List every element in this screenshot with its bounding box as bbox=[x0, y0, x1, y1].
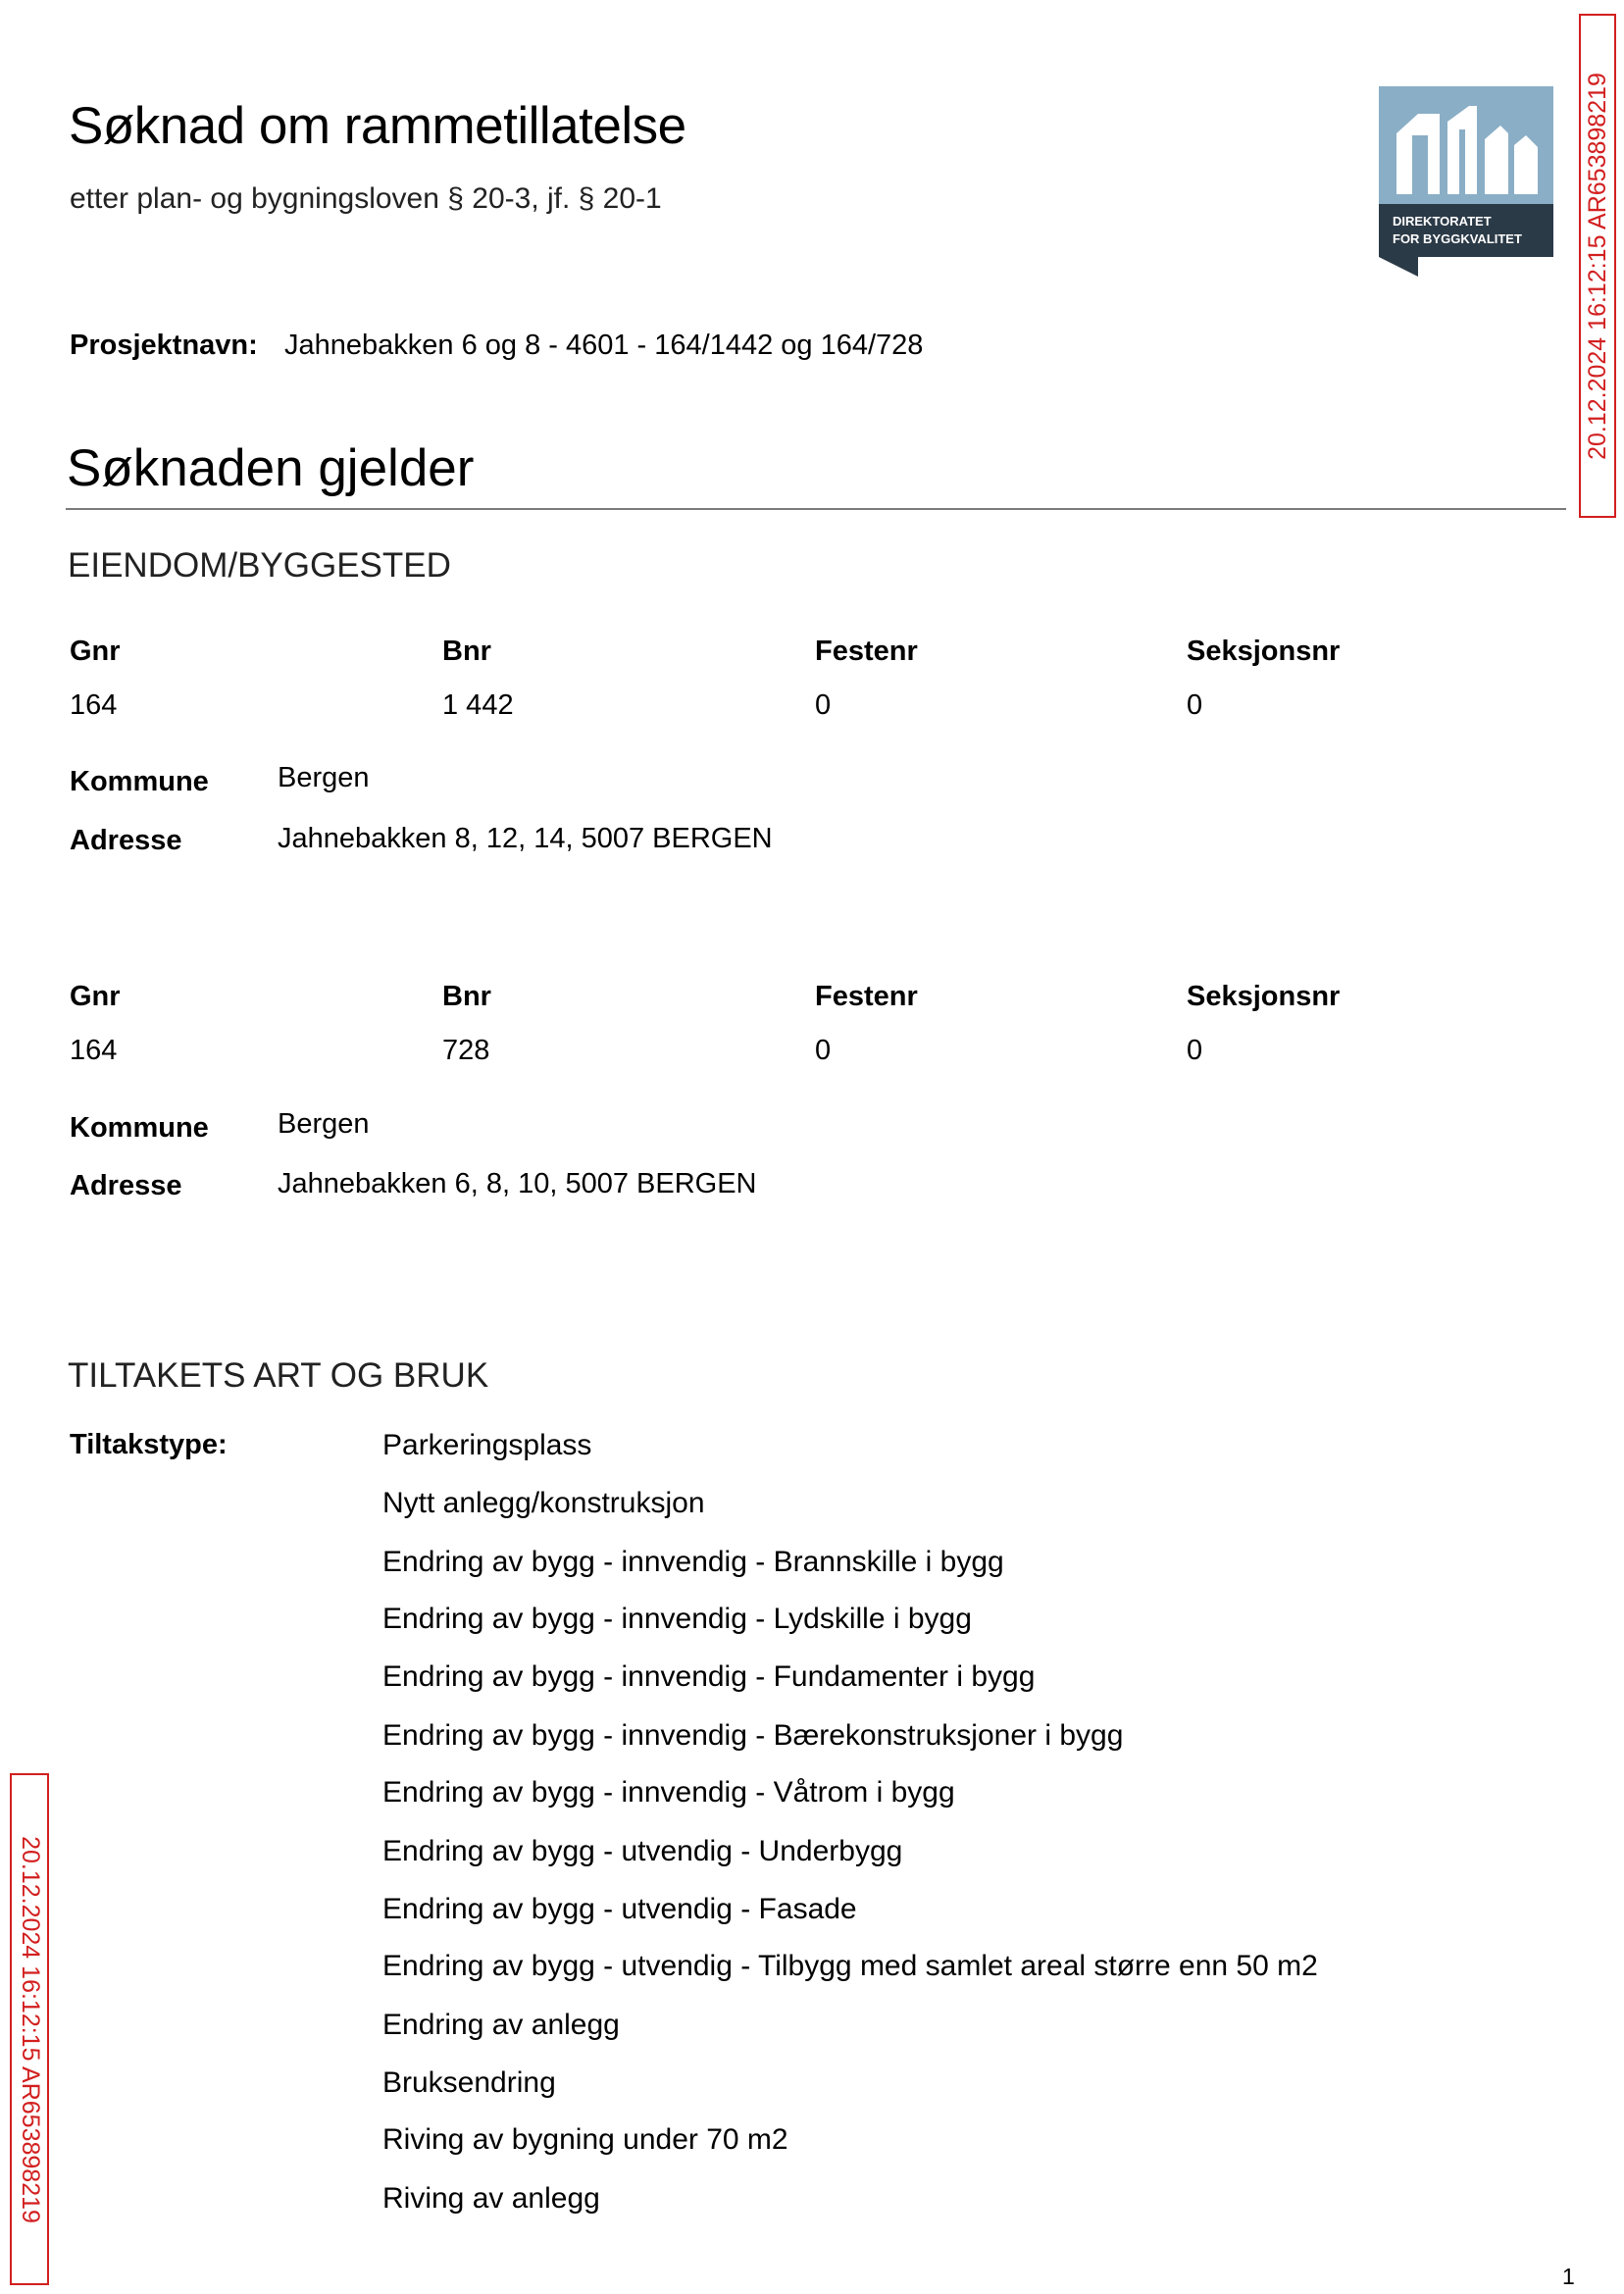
document-subtitle: etter plan- og bygningsloven § 20-3, jf. § 20-1 bbox=[70, 182, 662, 215]
tiltak-item: Endring av bygg - utvendig - Underbygg bbox=[382, 1835, 903, 1867]
property-1-kommune-label: Kommune bbox=[70, 766, 209, 797]
property-2-gnr: 164 bbox=[70, 1035, 118, 1066]
receipt-stamp-text: 20.12.2024 16:12:15 AR653898219 bbox=[1583, 72, 1611, 460]
property-2-bnr: 728 bbox=[442, 1035, 490, 1066]
project-name-label: Prosjektnavn: bbox=[70, 330, 258, 361]
property-2-adresse-label: Adresse bbox=[70, 1170, 182, 1201]
section-divider bbox=[66, 508, 1566, 510]
tiltak-item: Endring av bygg - utvendig - Tilbygg med samlet areal større enn 50 m2 bbox=[382, 1950, 1318, 1982]
section-title: Søknaden gjelder bbox=[67, 439, 475, 497]
property-1-kommune-value: Bergen bbox=[278, 762, 370, 793]
property-heading: EIENDOM/BYGGESTED bbox=[68, 546, 451, 585]
property-2-kommune-label: Kommune bbox=[70, 1112, 209, 1144]
property-1-adresse-label: Adresse bbox=[70, 825, 182, 856]
tiltak-item: Endring av bygg - innvendig - Bærekonstruksjoner i bygg bbox=[382, 1719, 1124, 1752]
tiltak-item: Nytt anlegg/konstruksjon bbox=[382, 1487, 705, 1519]
tiltak-heading: TILTAKETS ART OG BRUK bbox=[68, 1356, 489, 1395]
receipt-stamp-text: 20.12.2024 16:12:15 AR653898219 bbox=[16, 1835, 44, 2223]
col-header-festenr: Festenr bbox=[815, 636, 918, 667]
tiltak-item: Bruksendring bbox=[382, 2066, 556, 2099]
property-1-seksjonsnr: 0 bbox=[1187, 689, 1203, 721]
tiltak-item: Endring av bygg - innvendig - Brannskille i bygg bbox=[382, 1546, 1004, 1578]
property-2-adresse-value: Jahnebakken 6, 8, 10, 5007 BERGEN bbox=[278, 1168, 757, 1199]
logo-text-line1: DIREKTORATET bbox=[1393, 214, 1492, 229]
tiltakstype-label: Tiltakstype: bbox=[70, 1429, 228, 1460]
col-header-festenr: Festenr bbox=[815, 981, 918, 1012]
col-header-gnr: Gnr bbox=[70, 981, 121, 1012]
col-header-bnr: Bnr bbox=[442, 981, 491, 1012]
tiltak-item: Endring av bygg - innvendig - Lydskille i bygg bbox=[382, 1603, 972, 1635]
property-2-seksjonsnr: 0 bbox=[1187, 1035, 1203, 1066]
dibk-logo bbox=[1379, 86, 1553, 277]
col-header-bnr: Bnr bbox=[442, 636, 491, 667]
receipt-stamp-top bbox=[1579, 14, 1616, 518]
property-1-adresse-value: Jahnebakken 8, 12, 14, 5007 BERGEN bbox=[278, 823, 773, 854]
tiltak-item: Endring av bygg - utvendig - Fasade bbox=[382, 1893, 857, 1925]
document-title: Søknad om rammetillatelse bbox=[69, 97, 686, 155]
col-header-seksjonsnr: Seksjonsnr bbox=[1187, 636, 1341, 667]
col-header-seksjonsnr: Seksjonsnr bbox=[1187, 981, 1341, 1012]
project-name-value: Jahnebakken 6 og 8 - 4601 - 164/1442 og 164/728 bbox=[284, 330, 924, 361]
page-number: 1 bbox=[1562, 2264, 1575, 2289]
receipt-stamp-bottom bbox=[10, 1773, 49, 2285]
tiltak-item: Riving av bygning under 70 m2 bbox=[382, 2123, 788, 2156]
property-2-kommune-value: Bergen bbox=[278, 1108, 370, 1140]
property-2-festenr: 0 bbox=[815, 1035, 832, 1066]
tiltak-item: Riving av anlegg bbox=[382, 2182, 600, 2215]
tiltak-item: Endring av anlegg bbox=[382, 2009, 620, 2041]
property-1-bnr: 1 442 bbox=[442, 689, 514, 721]
tiltak-item: Endring av bygg - innvendig - Våtrom i bygg bbox=[382, 1776, 955, 1809]
tiltak-item: Endring av bygg - innvendig - Fundamenter i bygg bbox=[382, 1660, 1036, 1693]
logo-text-line2: FOR BYGGKVALITET bbox=[1393, 231, 1522, 246]
property-1-festenr: 0 bbox=[815, 689, 832, 721]
col-header-gnr: Gnr bbox=[70, 636, 121, 667]
property-1-gnr: 164 bbox=[70, 689, 118, 721]
tiltak-item: Parkeringsplass bbox=[382, 1429, 592, 1461]
